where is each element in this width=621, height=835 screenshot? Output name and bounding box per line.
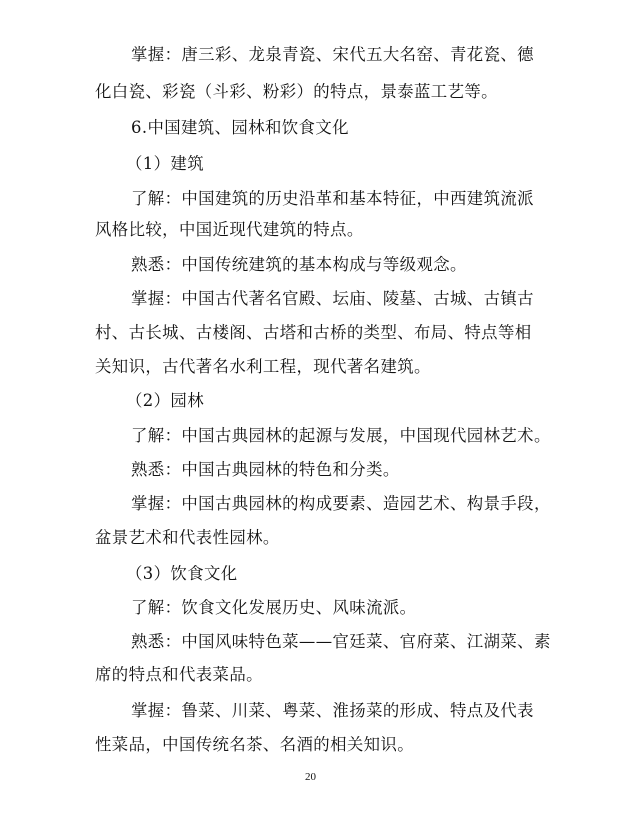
text-line: 了解：饮食文化发展历史、风味流派。 — [131, 598, 417, 617]
text-line: 村、古长城、古楼阁、古塔和古桥的类型、布局、特点等相 — [95, 323, 532, 342]
text-line: 了解：中国古典园林的起源与发展，中国现代园林艺术。 — [131, 426, 551, 445]
section-heading: 6.中国建筑、园林和饮食文化 — [131, 118, 349, 137]
text-line: 掌握：中国古典园林的构成要素、造园艺术、构景手段， — [131, 494, 551, 513]
text-line: 掌握：鲁菜、川菜、粤菜、淮扬菜的形成、特点及代表 — [131, 701, 534, 720]
text-line: 盆景艺术和代表性园林。 — [95, 528, 280, 547]
text-line: 熟悉：中国风味特色菜——官廷菜、官府菜、江湖菜、素 — [131, 632, 551, 651]
subsection-heading: （3）饮食文化 — [126, 564, 238, 583]
text-line: 关知识，古代著名水利工程，现代著名建筑。 — [95, 357, 431, 376]
text-line: 熟悉：中国传统建筑的基本构成与等级观念。 — [131, 255, 467, 274]
subsection-heading: （2）园林 — [126, 391, 204, 410]
text-line: 风格比较，中国近现代建筑的特点。 — [95, 220, 364, 239]
text-line: 熟悉：中国古典园林的特色和分类。 — [131, 460, 400, 479]
text-line: 掌握：中国古代著名官殿、坛庙、陵墓、古城、古镇古 — [131, 289, 534, 308]
text-line: 性菜品，中国传统名茶、名酒的相关知识。 — [95, 735, 415, 754]
subsection-heading: （1）建筑 — [126, 154, 204, 173]
text-line: 了解：中国建筑的历史沿革和基本特征，中西建筑流派 — [131, 189, 534, 208]
text-line: 化白瓷、彩瓷（斗彩、粉彩）的特点，景泰蓝工艺等。 — [95, 82, 498, 101]
page-number: 20 — [305, 771, 316, 783]
text-line: 掌握：唐三彩、龙泉青瓷、宋代五大名窑、青花瓷、德 — [131, 45, 534, 64]
text-line: 席的特点和代表菜品。 — [95, 665, 263, 684]
